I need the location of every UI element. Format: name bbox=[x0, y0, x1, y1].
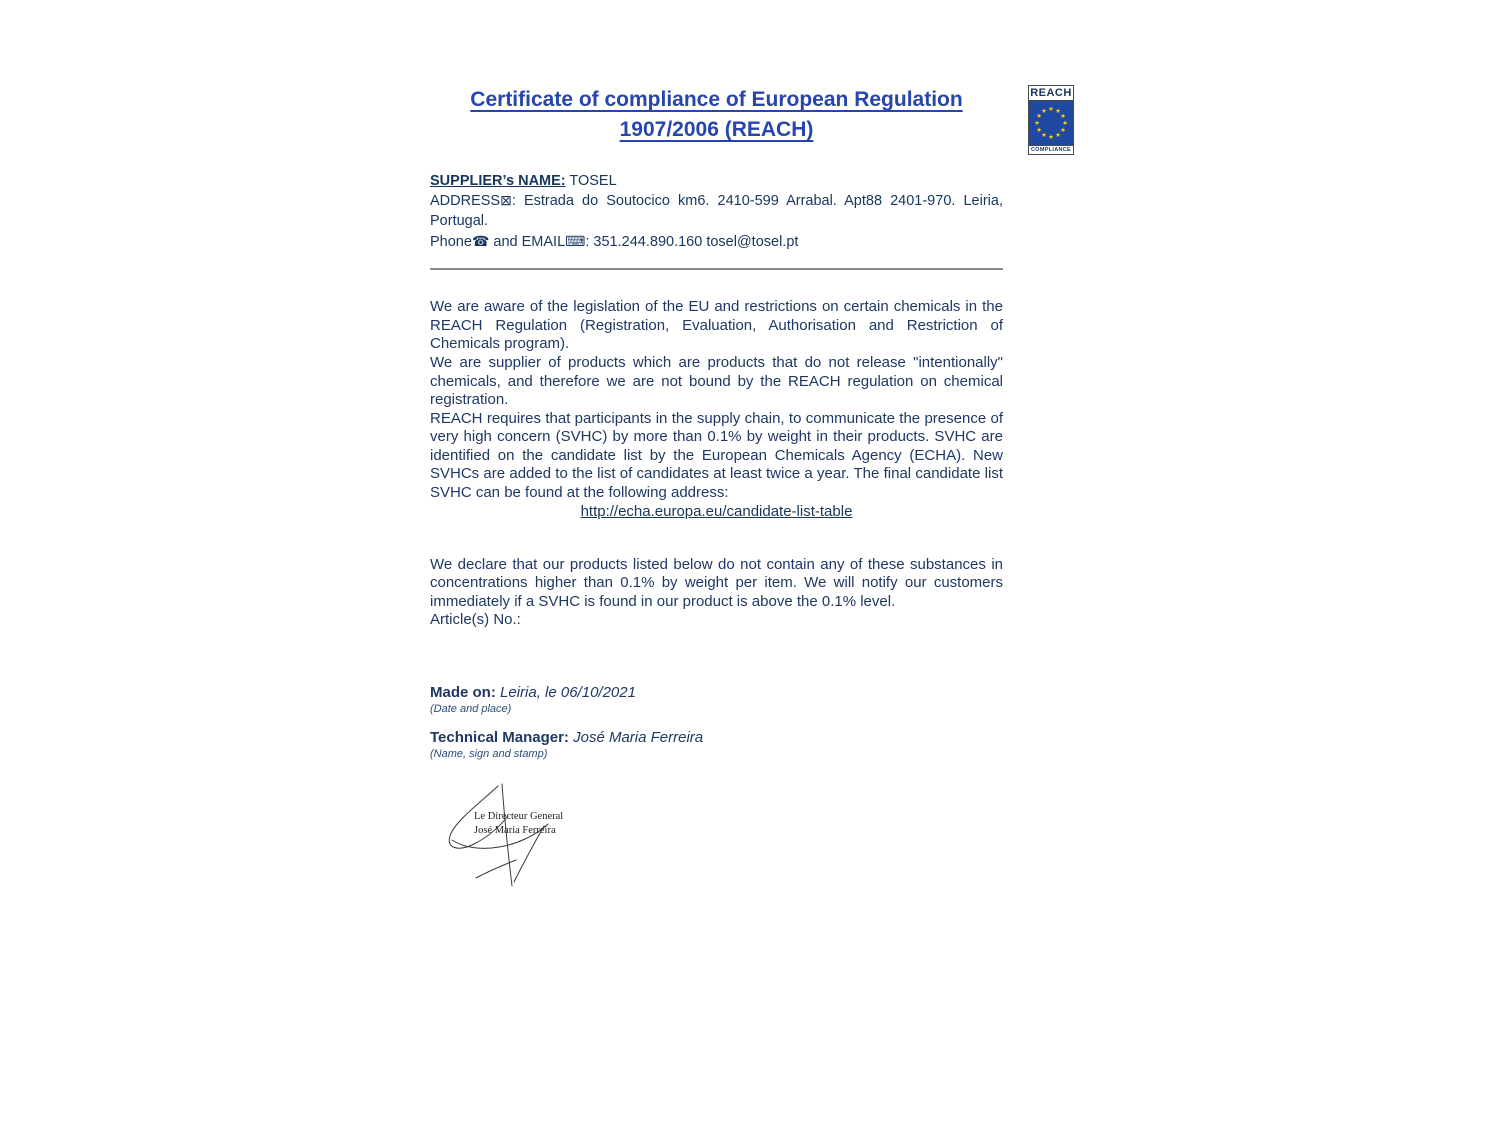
page-title bbox=[430, 85, 1003, 146]
technical-manager-row bbox=[430, 729, 1003, 746]
document-body bbox=[430, 85, 1003, 892]
svg-text:★: ★ bbox=[1041, 107, 1047, 115]
made-on-row bbox=[430, 684, 1003, 701]
name-sign-stamp-note: (Name, sign and stamp) bbox=[430, 748, 548, 761]
supplier-contact-row bbox=[430, 232, 1003, 253]
paragraph-supplier-statement: We are supplier of products which are products that do not release "intentionally" chemicals, and therefore we are not bound by the REACH regulation on chemical registration. bbox=[430, 353, 1003, 409]
address-value: : Estrada do Soutocico km6. 2410-599 Arrabal. Apt88 2401-970. Leiria, Portugal. bbox=[430, 193, 1003, 229]
technical-manager-value: José Maria Ferreira bbox=[568, 729, 704, 747]
made-on-label: Made on: bbox=[430, 684, 496, 702]
svg-text:★: ★ bbox=[1048, 133, 1054, 141]
svg-text:★: ★ bbox=[1048, 105, 1054, 113]
svg-text:★: ★ bbox=[1036, 126, 1042, 134]
svg-text:★: ★ bbox=[1060, 126, 1066, 134]
svg-text:★: ★ bbox=[1034, 119, 1040, 127]
title-line-1: Certificate of compliance of European Regulation bbox=[470, 88, 963, 111]
paragraph-reach-requirements: REACH requires that participants in the supply chain, to communicate the presence of very high concern (SVHC) by more than 0.1% by weight in their products. SVHC are identified on the candidate list by the European Chemicals Agency (ECHA). New SVHCs are added to the list of candidates at least twice a year. The final candidate list SVHC can be found at the following address: bbox=[430, 409, 1003, 502]
computer-icon: ⌨ bbox=[565, 232, 586, 249]
supplier-name-label: SUPPLIER’s NAME: bbox=[430, 172, 566, 189]
supplier-name-row bbox=[430, 172, 1003, 192]
svg-text:★: ★ bbox=[1060, 112, 1066, 120]
supplier-block bbox=[430, 172, 1003, 252]
svg-text:★: ★ bbox=[1036, 112, 1042, 120]
phone-label: Phone bbox=[430, 233, 472, 250]
title-line-2: 1907/2006 (REACH) bbox=[619, 118, 814, 142]
articles-number-label: Article(s) No.: bbox=[430, 611, 521, 629]
supplier-name-value: TOSEL bbox=[565, 172, 617, 189]
candidate-list-link-row bbox=[430, 503, 1003, 520]
phone-icon: ☎ bbox=[471, 232, 490, 249]
technical-manager-label: Technical Manager: bbox=[430, 729, 569, 747]
signature-name-line: José Maria Ferreira bbox=[474, 825, 556, 837]
signature-block bbox=[436, 782, 606, 892]
date-place-note: (Date and place) bbox=[430, 703, 512, 716]
paragraph-declaration: We declare that our products listed below do not contain any of these substances in concentrations higher than 0.1% by weight per item. We will notify our customers immediately if a SVHC is found in our product is above the 0.1% level. bbox=[430, 555, 1003, 610]
svg-text:★: ★ bbox=[1041, 131, 1047, 139]
supplier-address-row bbox=[430, 191, 1003, 231]
address-label: ADDRESS bbox=[430, 193, 501, 210]
candidate-list-link[interactable]: http://echa.europa.eu/candidate-list-table bbox=[580, 502, 853, 520]
section-divider bbox=[430, 268, 1003, 270]
email-label: and EMAIL bbox=[489, 233, 566, 250]
envelope-icon: ⊠ bbox=[500, 192, 512, 209]
reach-compliance-logo bbox=[1028, 85, 1074, 155]
reach-logo-label: REACH bbox=[1030, 87, 1072, 99]
paragraph-awareness: We are aware of the legislation of the EU and restrictions on certain chemicals in the REACH Regulation (Registration, Evaluation, Authorisation and Restriction of Chemicals program). bbox=[430, 298, 1003, 353]
svg-text:★: ★ bbox=[1062, 119, 1068, 127]
svg-text:★: ★ bbox=[1055, 107, 1061, 115]
signature-title-line: Le Directeur General bbox=[474, 811, 564, 823]
made-on-value: Leiria, le 06/10/2021 bbox=[495, 684, 636, 702]
eu-stars-icon bbox=[1029, 101, 1073, 145]
signature-text bbox=[474, 810, 563, 837]
compliance-logo-label: COMPLIANCE bbox=[1029, 145, 1073, 154]
svg-text:★: ★ bbox=[1055, 131, 1061, 139]
contact-value: : 351.244.890.160 tosel@tosel.pt bbox=[585, 233, 799, 250]
